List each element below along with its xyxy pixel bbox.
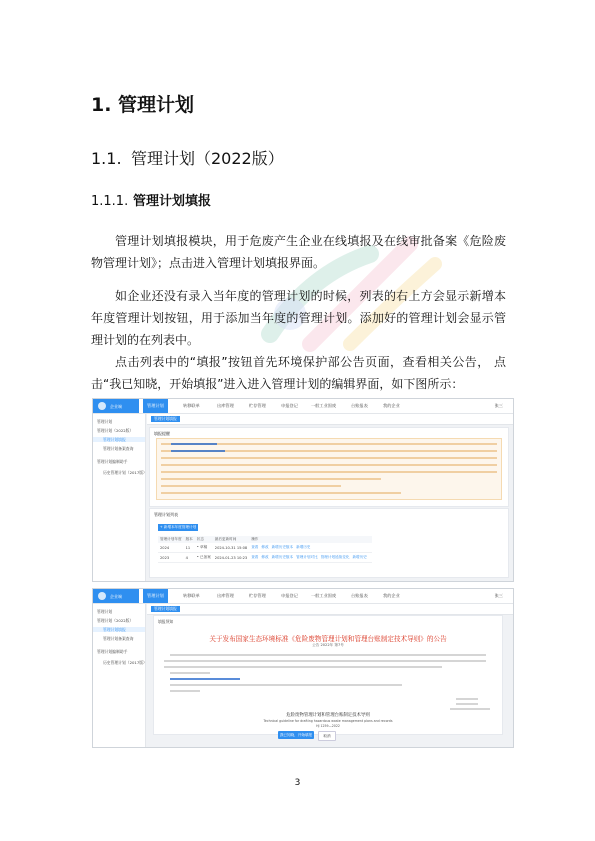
cell-actions [249,543,372,553]
table-row [158,543,372,553]
top-nav-bar [93,589,513,604]
tab-plan-fill[interactable]: 管理计划填报 [151,416,180,422]
sidebar-item-plan-query[interactable]: 管理计划备案查询 [103,446,134,451]
doc-title: 关于发布国家生态环境标准《危险废物管理计划和管理台账制定技术导则》的公告 [209,635,447,643]
app-logo: 企业端 [93,399,139,413]
notice-panel [149,427,509,507]
nav-plan[interactable]: 管理计划 [143,399,168,413]
nav-outbound[interactable]: 出库管理 [217,403,234,408]
user-name[interactable]: 张三 [494,593,503,598]
sidebar-item-plan-helper[interactable]: 管理计划编制助手 [97,459,128,464]
app-logo: 企业端 [93,589,139,603]
start-fill-button[interactable]: 我已知晓，开始填报 [279,733,313,737]
heading-3-number: 1.1.1. [91,194,129,209]
heading-1: 1. 管理计划 [91,94,195,116]
sidebar-item-plan-helper[interactable]: 管理计划编制助手 [97,649,128,654]
heading-2-title: 管理计划（2022版） [131,149,284,168]
nav-declare[interactable]: 申报登记 [281,403,298,408]
edit-link[interactable]: 修改 [261,545,269,549]
sidebar-item-plan-2022[interactable]: 管理计划（2022版） [97,618,134,623]
cell-year: 2023 [158,553,184,563]
nav-plan[interactable]: 管理计划 [143,589,168,603]
heading-3 [91,190,211,209]
col-actions: 操作 [249,536,372,543]
notice-document [153,615,503,738]
cell-version: 11 [184,543,195,553]
guide-subtitle-en: Technical guideline for drafting hazardous waste management plans and records [263,719,393,723]
col-year: 管理计划年度 [160,537,182,541]
logo-icon [98,592,106,600]
view-link[interactable]: 查看 [251,555,259,559]
cell-actions [249,553,372,563]
paragraph-intro: 管理计划填报模块，用于危废产生企业在线填报及在线审批备案《危险废物管理计划》；点击进入管理计划填报界面。 [91,234,506,270]
cell-status: • 已备案 [195,553,213,563]
sidebar-item-plan-fill[interactable]: 管理计划填报 [93,437,145,442]
nav-general-waste[interactable]: 一般工业固废 [311,593,337,598]
new-version-link[interactable]: 新增历史版本 [271,555,294,559]
continue-link[interactable]: 管理计划延续变化 [320,555,350,559]
col-version: 版本 [185,537,193,541]
cancel-button[interactable]: 取消 [318,731,336,741]
user-name[interactable]: 张三 [494,403,503,408]
paragraph-add: 如企业还没有录入当年度的管理计划的时候，列表的右上方会显示新增本年度管理计划按钮，用于添加当年度的管理计划。添加好的管理计划会显示管理计划的在列表中。 [91,289,506,347]
sidebar [93,414,146,581]
cell-updated: 2024-01-23 10:23 [213,553,249,563]
notice-box [156,438,502,500]
sidebar-item-plan[interactable]: 管理计划 [97,609,113,614]
guide-link[interactable] [170,678,240,680]
sidebar-item-plan-history[interactable]: 历史管理计划（2017版） [103,660,147,665]
cell-year: 2024 [158,543,184,553]
top-nav-bar [93,399,513,414]
history-link[interactable]: 新增历史 [352,555,367,559]
sidebar-item-plan[interactable]: 管理计划 [97,419,113,424]
nav-manifest[interactable]: 转移联单 [183,593,200,598]
nav-my-company[interactable]: 我的企业 [383,403,400,408]
cell-updated: 2024-10-31 15:08 [213,543,249,553]
doc-number: 公告 2022年 第7号 [312,643,344,647]
plan-list-panel [149,508,509,578]
nav-storage[interactable]: 贮存管理 [249,403,266,408]
heading-2-number: 1.1. [91,149,122,168]
logo-icon [98,402,106,410]
nav-my-company[interactable]: 我的企业 [383,593,400,598]
sidebar [93,604,146,747]
plan-list-title: 管理计划列表 [154,512,178,517]
sidebar-item-plan-fill[interactable]: 管理计划填报 [93,627,145,632]
tab-strip [147,414,513,425]
doc-header: 填报须知 [158,619,174,624]
nav-ledger[interactable]: 台账报表 [351,403,368,408]
cell-status: • 草稿 [195,543,213,553]
table-header-row [158,536,372,543]
screenshot-notice [92,588,514,748]
paragraph-fill: 点击列表中的“填报”按钮首先环境保护部公告页面，查看相关公告， 点击“我已知晓，开始填报”进入进入管理计划的编辑界面，如下图所示： [91,355,506,391]
screenshot-plan-list [92,398,514,582]
nav-general-waste[interactable]: 一般工业固废 [311,403,337,408]
plan-table [158,536,372,563]
edit-link[interactable]: 修改 [261,555,269,559]
nav-ledger[interactable]: 台账报表 [351,593,368,598]
new-version-link[interactable]: 新增历史版本 [271,545,294,549]
guide-code: HJ 1259—2022 [316,724,340,728]
sidebar-item-plan-2022[interactable]: 管理计划（2022版） [97,428,134,433]
col-updated: 最后更新时间 [213,536,249,543]
nav-storage[interactable]: 贮存管理 [249,593,266,598]
cell-version: 4 [184,553,195,563]
page-number: 3 [294,778,301,788]
view-link[interactable]: 查看 [251,545,259,549]
table-row [158,553,372,563]
heading-3-title: 管理计划填报 [133,194,212,209]
history-link[interactable]: 新增历史 [296,545,311,549]
guide-title: 危险废物管理计划和管理台账制定技术导则 [286,713,370,718]
nav-declare[interactable]: 申报登记 [281,593,298,598]
tab-plan-fill[interactable]: 管理计划填报 [151,606,180,612]
tab-strip [147,604,513,615]
notice-title: 填报提醒 [154,431,170,436]
nav-outbound[interactable]: 出库管理 [217,593,234,598]
col-status: 状态 [195,536,213,543]
sidebar-item-plan-history[interactable]: 历史管理计划（2017版） [103,470,147,475]
heading-2 [91,146,284,169]
nav-manifest[interactable]: 转移联单 [183,403,200,408]
add-plan-button[interactable]: + 新增本年度管理计划 [159,525,197,529]
sidebar-item-plan-query[interactable]: 管理计划备案查询 [103,636,134,641]
compare-link[interactable]: 管理计划对比 [296,555,318,559]
